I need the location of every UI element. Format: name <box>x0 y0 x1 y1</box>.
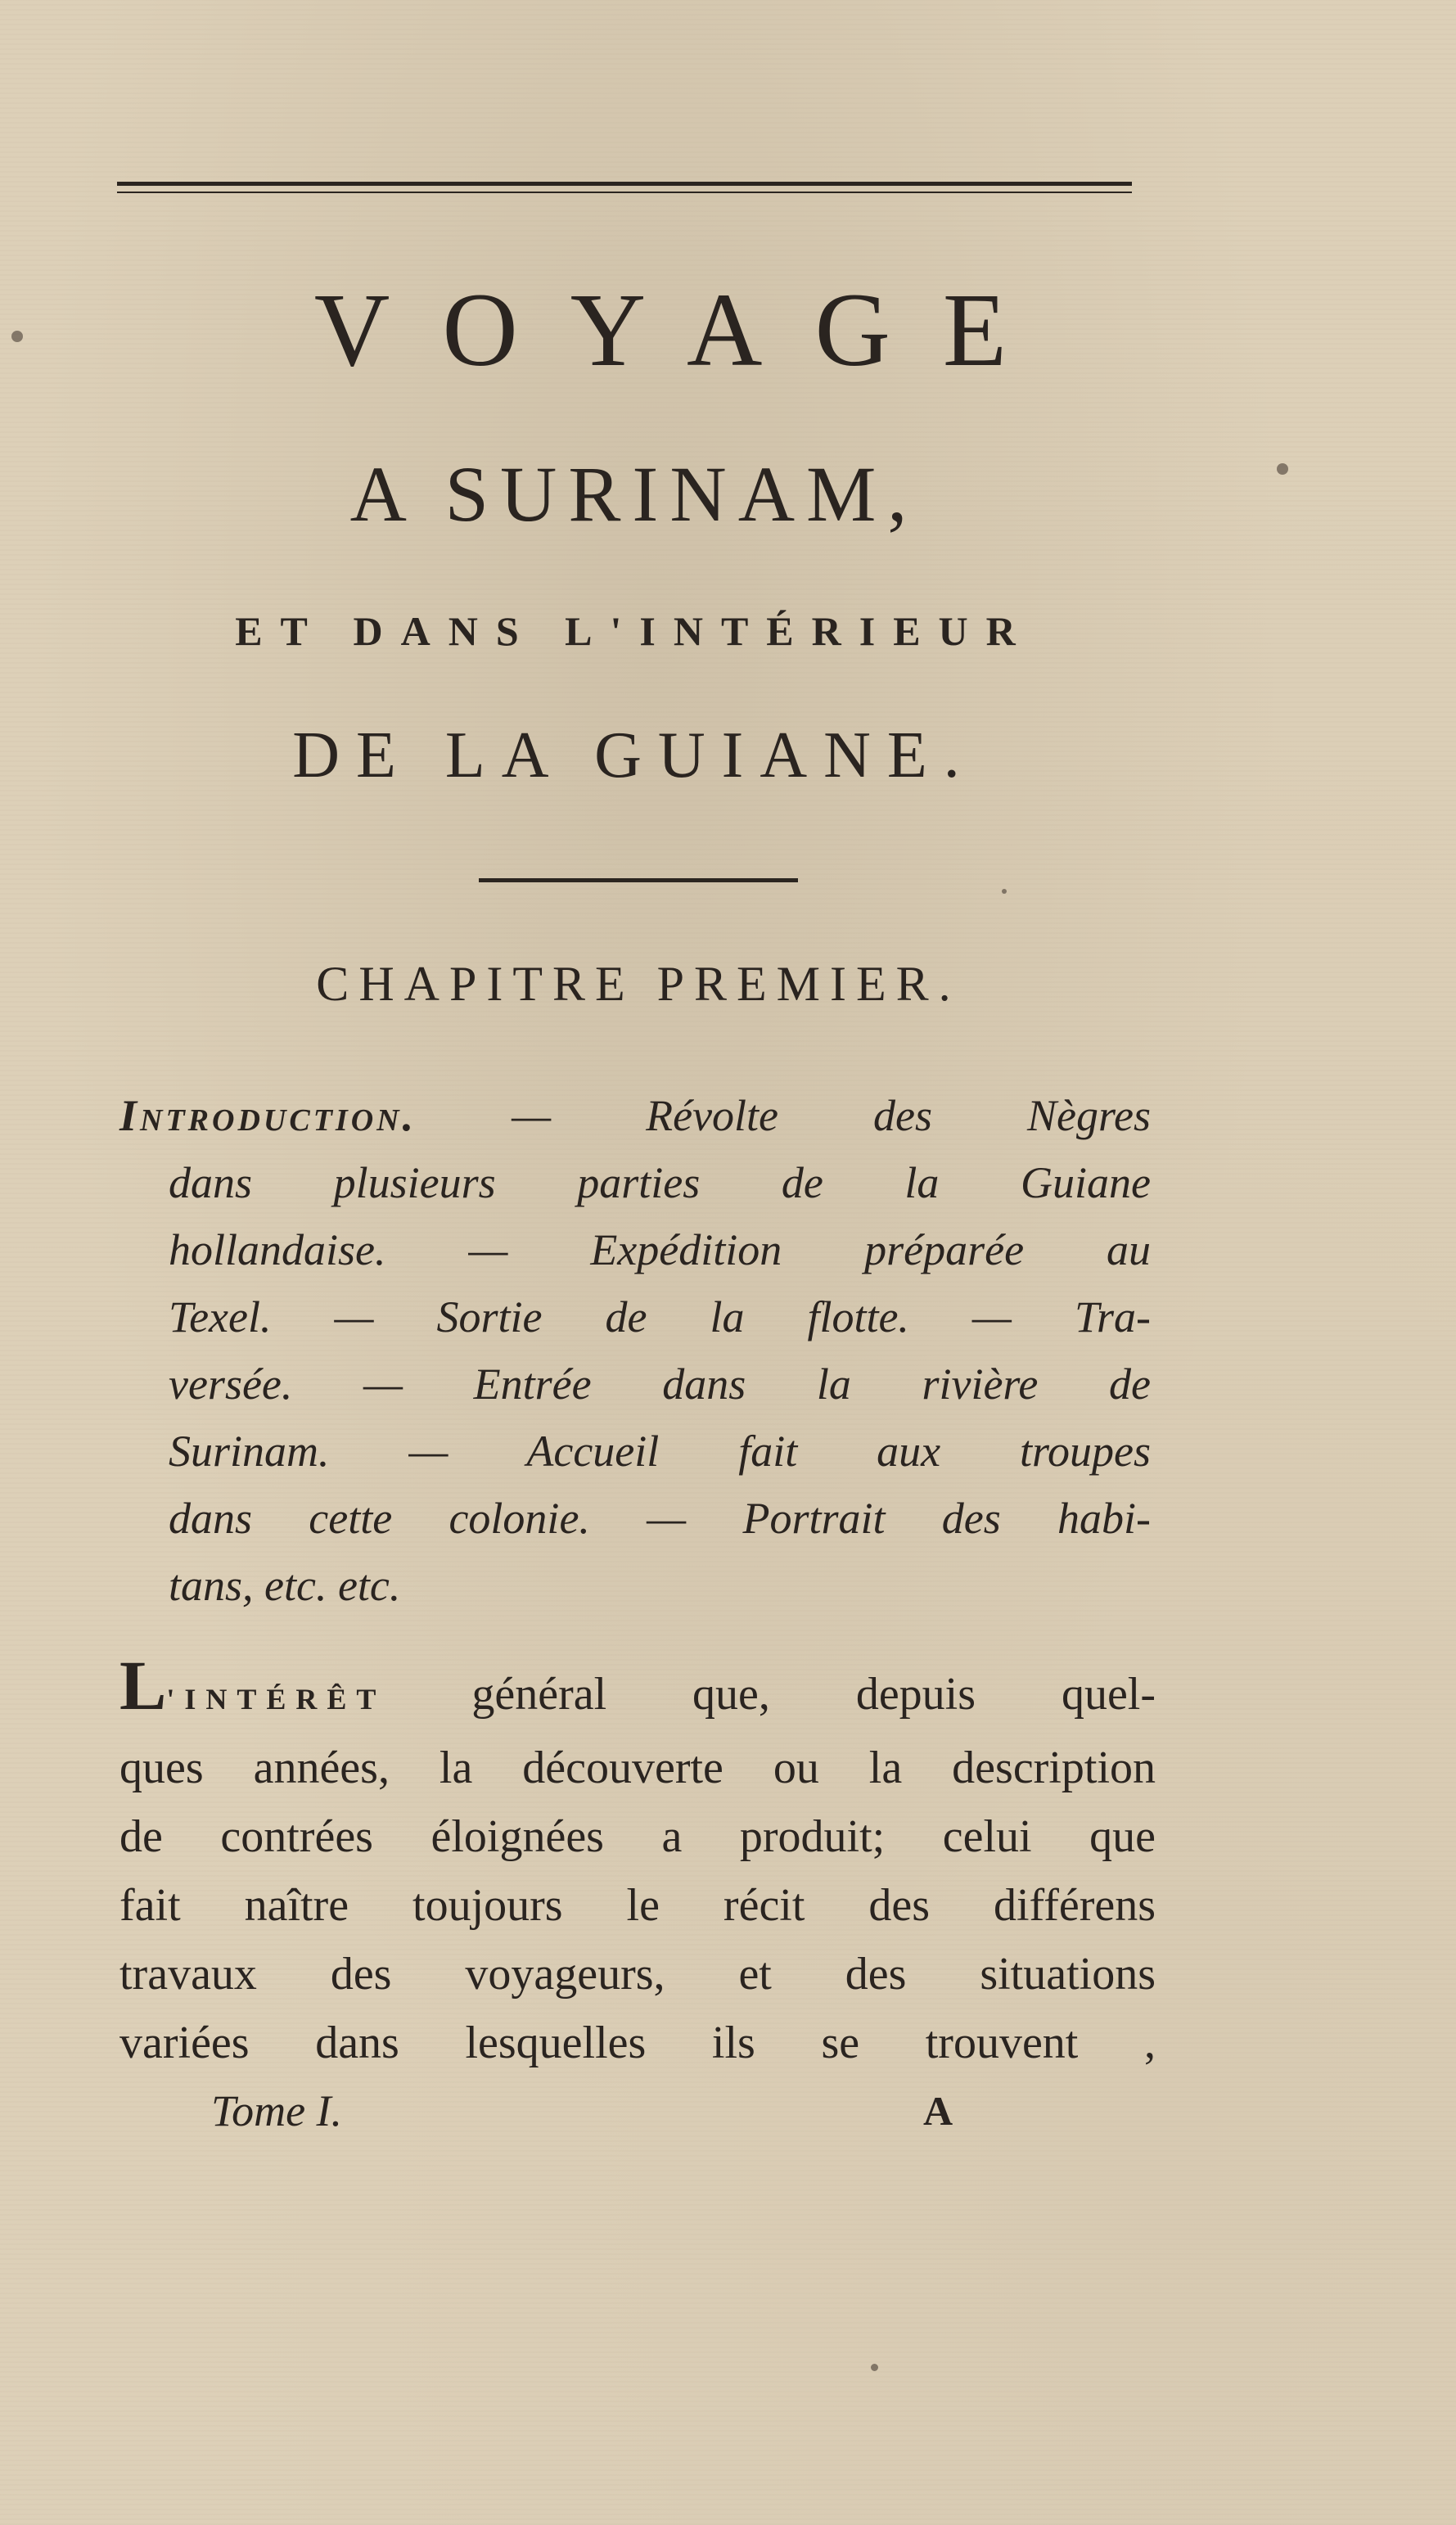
chapter-heading: CHAPITRE PREMIER. <box>316 957 961 1011</box>
summary-line: dans plusieurs parties de la Guiane <box>169 1158 1151 1207</box>
drop-cap: L <box>119 1646 167 1725</box>
body-line: fait naître toujours le récit des différens <box>119 1880 1156 1931</box>
paper-speck <box>11 331 23 342</box>
signature-mark: A <box>923 2088 953 2134</box>
title-divider-rule <box>479 878 798 882</box>
summary-line: Surinam. — Accueil fait aux troupes <box>169 1427 1151 1476</box>
body-line-text: général que, depuis quel- <box>471 1669 1156 1720</box>
title-line-3: ET DANS L'INTÉRIEUR <box>235 608 1034 654</box>
paper-speck <box>1277 463 1288 475</box>
summary-lead: Introduction. <box>119 1091 417 1140</box>
volume-label: Tome I. <box>211 2086 343 2135</box>
summary-line: dans cette colonie. — Portrait des habi- <box>169 1494 1151 1543</box>
top-double-rule <box>117 182 1132 193</box>
summary-line: versée. — Entrée dans la rivière de <box>169 1359 1151 1409</box>
body-line: de contrées éloignées a produit; celui que <box>119 1811 1156 1862</box>
body-line <box>119 1646 1156 1734</box>
title-line-2: A SURINAM, <box>349 450 919 538</box>
summary-line-text: — Révolte des Nègres <box>512 1091 1151 1140</box>
body-line: travaux des voyageurs, et des situations <box>119 1949 1156 2000</box>
opening-small-caps: 'INTÉRÊT <box>166 1683 386 1716</box>
body-line: variées dans lesquelles ils se trouvent , <box>119 2018 1156 2068</box>
summary-line <box>119 1082 1151 1149</box>
title-line-4: DE LA GUIANE. <box>292 719 976 791</box>
summary-line: tans, etc. etc. <box>169 1561 401 1610</box>
body-line: ques années, la découverte ou la description <box>119 1743 1156 1793</box>
summary-line: Texel. — Sortie de la flotte. — Tra- <box>169 1292 1151 1341</box>
paper-speck <box>871 2364 878 2371</box>
paper-speck <box>1002 889 1007 894</box>
chapter-summary <box>119 1082 1151 1619</box>
body-paragraph <box>119 1646 1156 2077</box>
title-line-1: VOYAGE <box>313 272 1060 388</box>
summary-line: hollandaise. — Expédition préparée au <box>169 1225 1151 1274</box>
